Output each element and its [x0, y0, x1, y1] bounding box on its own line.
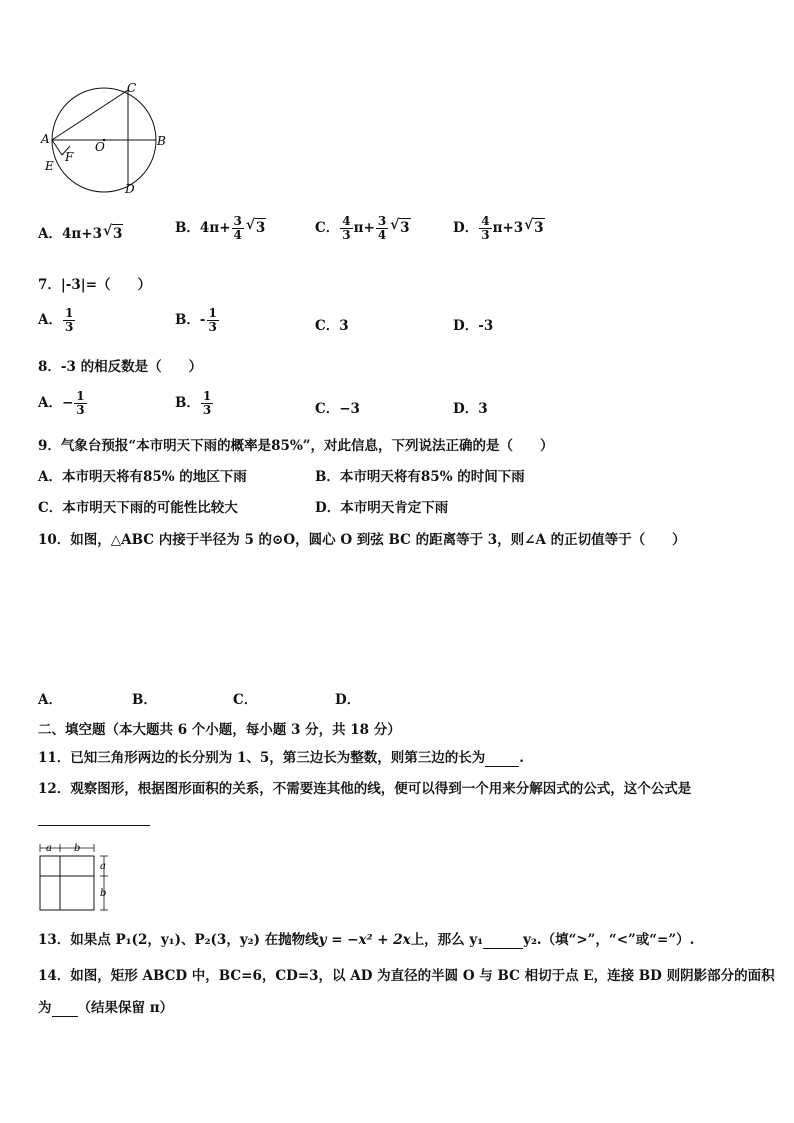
- q7-option-b[interactable]: B．- $\frac{1}{3}$: [175, 306, 217, 334]
- q7-stem: 7．|-3|=（ ）: [38, 277, 152, 293]
- q10-option-d[interactable]: D．: [335, 692, 361, 708]
- label-c: C: [127, 81, 137, 95]
- q11-blank[interactable]: [485, 752, 519, 767]
- q13-stem: 13．如果点 P₁(2，y₁)、P₂(3，y₂) 在抛物线y = −x² + 2x上，那么 y₁ y₂.（填“>”，“<”或“=”）.: [38, 932, 695, 948]
- q8-option-a[interactable]: A．− $\frac{1}{3}$: [38, 389, 85, 417]
- q11-stem: 11．已知三角形两边的长分别为 1、5，第三边长为整数，则第三边的长为 .: [38, 750, 524, 766]
- q7-option-a[interactable]: A． $\frac{1}{3}$: [38, 306, 74, 334]
- q10-option-a[interactable]: A．: [38, 692, 62, 708]
- label-e: E: [45, 159, 54, 173]
- q6-option-b[interactable]: B．4π+ $\frac{3}{4}$ √ 3: [175, 215, 266, 242]
- q9-option-a[interactable]: A．本市明天将有85% 的地区下雨: [38, 469, 247, 485]
- q9-option-d[interactable]: D．本市明天肯定下雨: [315, 500, 449, 516]
- label-a: A: [41, 132, 50, 146]
- q6-option-d[interactable]: D． $\frac{4}{3}$ π+3√ 3: [453, 215, 545, 242]
- q13-blank[interactable]: [483, 934, 523, 949]
- q9-option-c[interactable]: C．本市明天下雨的可能性比较大: [38, 500, 238, 516]
- q12-label-a-right: a: [100, 861, 106, 872]
- q10-option-b[interactable]: B．: [132, 692, 157, 708]
- q7-option-c[interactable]: C．3: [315, 318, 349, 334]
- q8-option-d[interactable]: D．3: [453, 401, 488, 417]
- q14-stem-line1: 14．如图，矩形 ABCD 中，BC=6，CD=3，以 AD 为直径的半圆 O 与 BC 相切于点 E，连接 BD 则阴影部分的面积: [38, 968, 775, 984]
- q10-stem: 10．如图，△ABC 内接于半径为 5 的⊙O，圆心 O 到弦 BC 的距离等于 3，则∠A 的正切值等于（ ）: [38, 532, 686, 548]
- q8-option-c[interactable]: C．−3: [315, 401, 360, 417]
- q8-stem: 8．-3 的相反数是（ ）: [38, 359, 203, 375]
- label-b: B: [157, 134, 166, 148]
- q12-figure: [36, 840, 116, 912]
- q7-option-d[interactable]: D．-3: [453, 318, 494, 334]
- q12-answer-line[interactable]: [38, 825, 150, 826]
- line-ac: [52, 90, 128, 140]
- q12-label-b-top: b: [74, 843, 81, 854]
- label-o: O: [95, 140, 105, 154]
- q6-option-c[interactable]: C． $\frac{4}{3}$ π+ $\frac{3}{4}$ √ 3: [315, 215, 411, 242]
- q12-stem: 12．观察图形，根据图形面积的关系，不需要连其他的线，便可以得到一个用来分解因式的公式，这个公式是: [38, 781, 692, 797]
- q14-blank[interactable]: [52, 1002, 78, 1017]
- q6-option-a[interactable]: A．4π+3√ 3: [38, 224, 123, 243]
- label-f: F: [65, 150, 74, 164]
- q9-option-b[interactable]: B．本市明天将有85% 的时间下雨: [315, 469, 525, 485]
- q12-label-b-right: b: [100, 888, 107, 899]
- q14-stem-line2: 为 （结果保留 π）: [38, 1000, 174, 1016]
- q10-option-c[interactable]: C．: [233, 692, 258, 708]
- q9-stem: 9．气象台预报“本市明天下雨的概率是85%”，对此信息，下列说法正确的是（ ）: [38, 438, 554, 454]
- circle-figure: [36, 80, 176, 200]
- section-heading: 二、填空题（本大题共 6 个小题，每小题 3 分，共 18 分）: [38, 722, 401, 738]
- q13-formula: y = −x² + 2x: [318, 932, 411, 948]
- q8-option-b[interactable]: B． $\frac{1}{3}$: [175, 389, 212, 417]
- label-d: D: [125, 182, 135, 196]
- q12-label-a-top: a: [46, 843, 52, 854]
